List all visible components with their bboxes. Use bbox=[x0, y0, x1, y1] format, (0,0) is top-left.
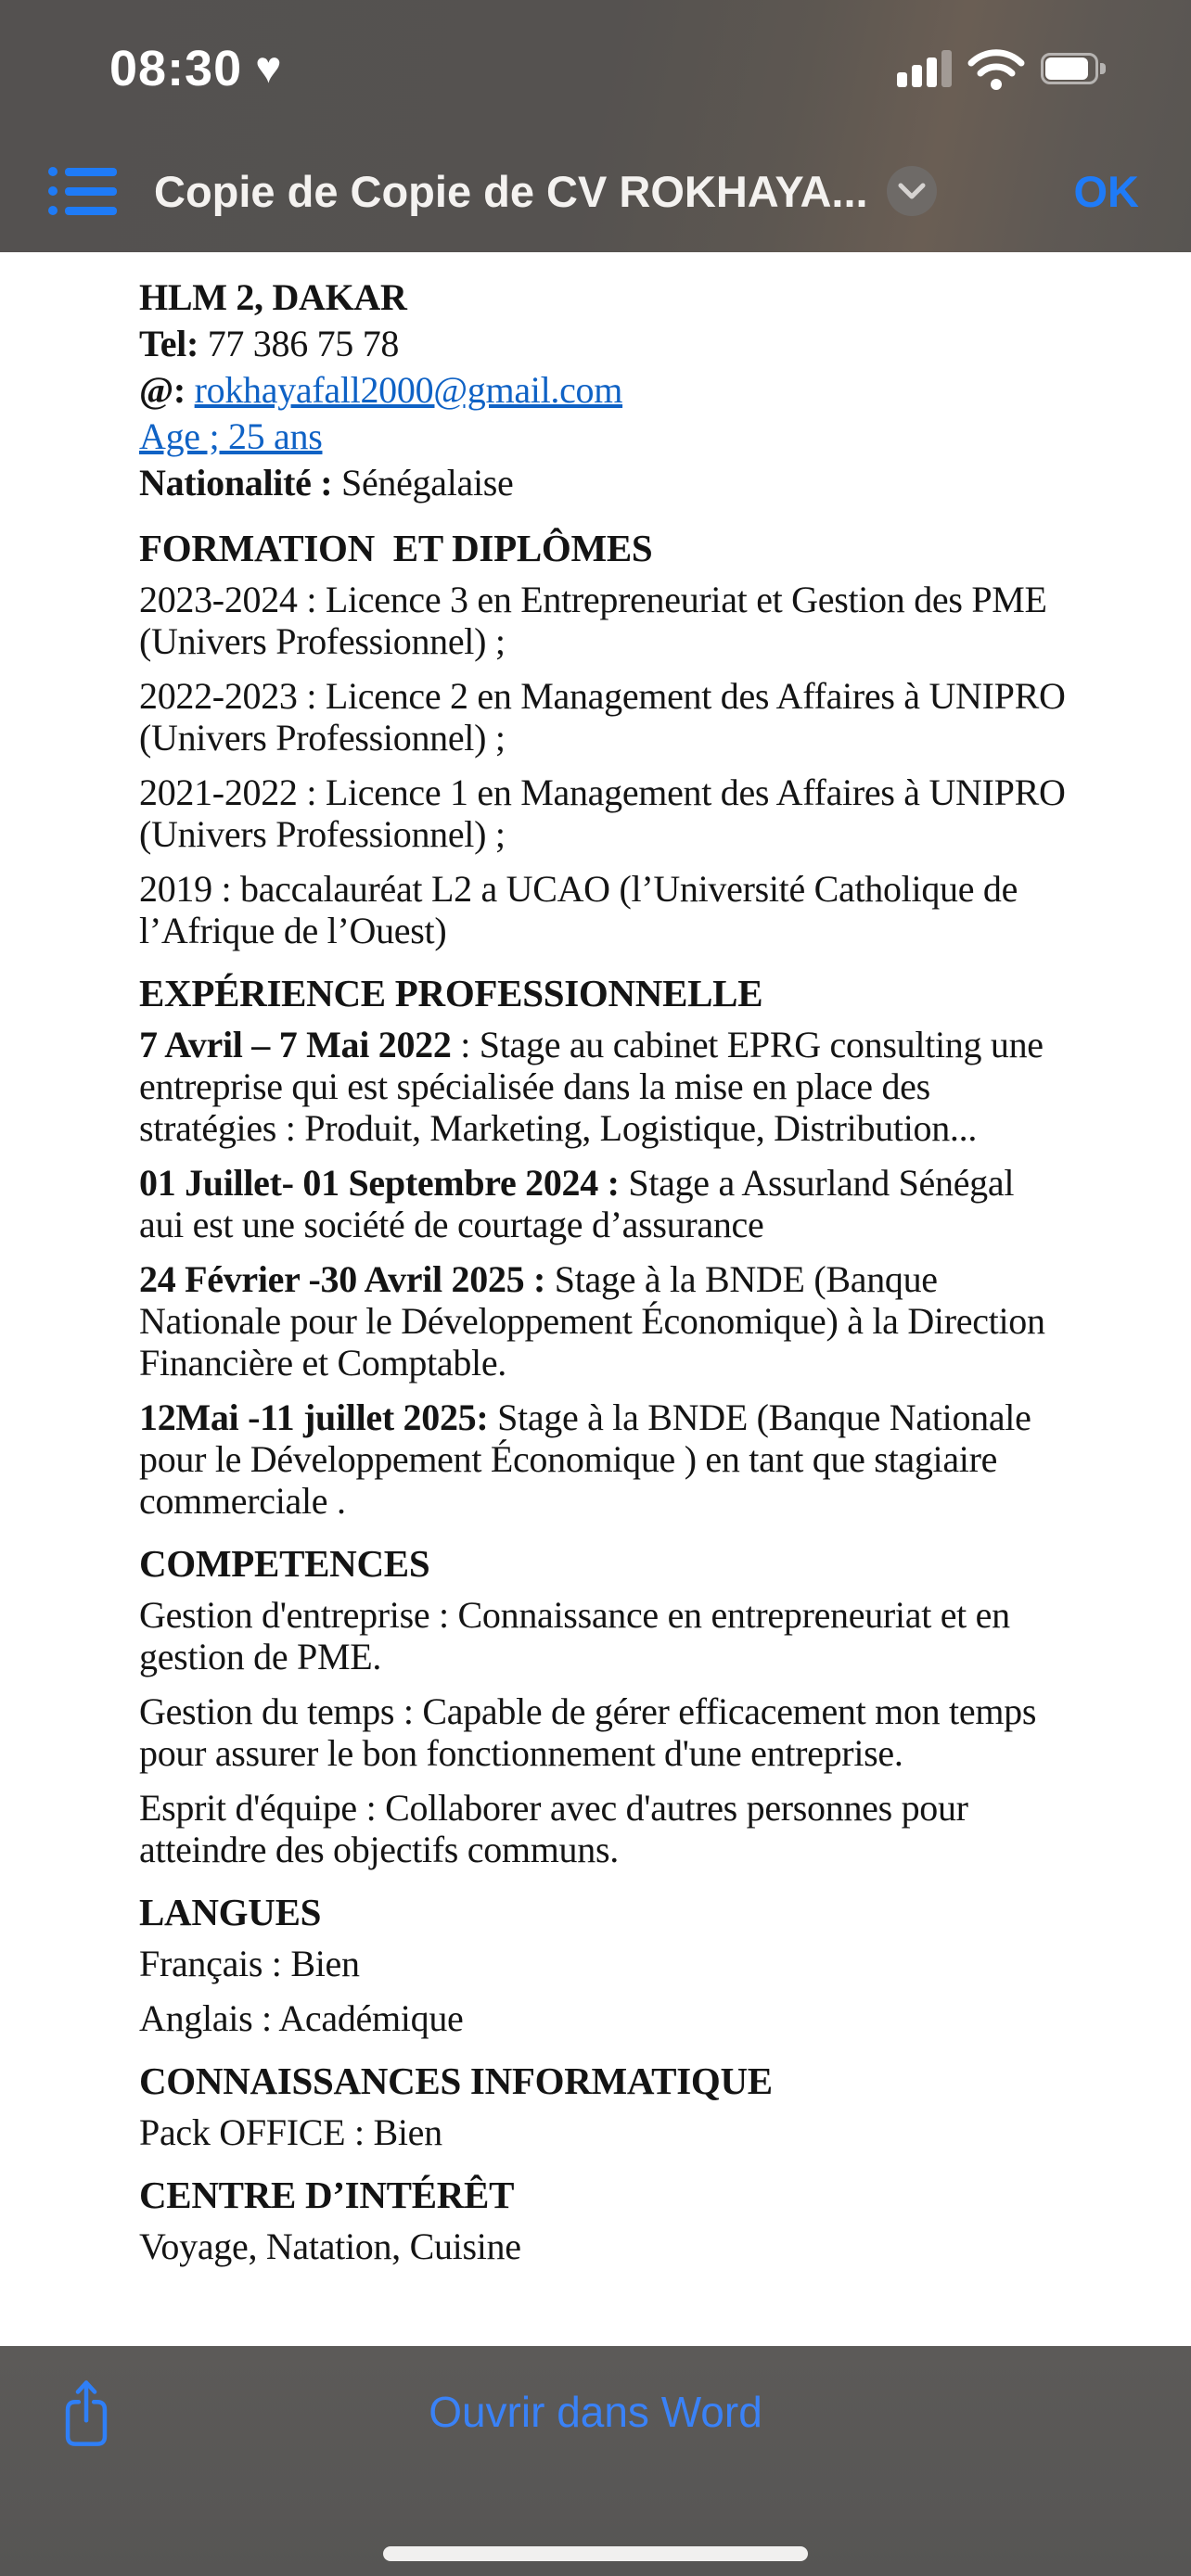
experience-item: 24 Février -30 Avril 2025 : Stage à la BNDE (Banque Nationale pour le Développement Économique) à la Direction Financière et Comptable. bbox=[139, 1258, 1045, 1384]
section-heading-interets: CENTRE D’INTÉRÊT bbox=[139, 2174, 515, 2216]
formation-item: 2022-2023 : Licence 2 en Management des Affaires à UNIPRO (Univers Professionnel) ; bbox=[139, 675, 1066, 759]
document-title: Copie de Copie de CV ROKHAYA... bbox=[154, 166, 868, 216]
langue-item: Français : Bien bbox=[139, 1943, 360, 1984]
experience-item: 7 Avril – 7 Mai 2022 : Stage au cabinet EPRG consulting une entreprise qui est spécialisée dans la mise en place des stratégies : Produit, Marketing, Logistique, Distribution... bbox=[139, 1024, 1044, 1149]
email-link[interactable]: rokhayafall2000@gmail.com bbox=[194, 369, 623, 411]
wifi-icon bbox=[967, 47, 1026, 90]
competence-item: Gestion du temps : Capable de gérer efficacement mon temps pour assurer le bon fonctionnement d'une entreprise. bbox=[139, 1690, 1037, 1774]
bottom-toolbar bbox=[0, 2346, 1191, 2576]
age-link[interactable]: Age ; 25 ans bbox=[139, 415, 323, 457]
open-in-word-button[interactable]: Ouvrir dans Word bbox=[429, 2388, 762, 2436]
section-heading-formation: FORMATION ET DIPLÔMES bbox=[139, 527, 653, 569]
section-heading-informatique: CONNAISSANCES INFORMATIQUE bbox=[139, 2060, 773, 2102]
top-chrome bbox=[0, 0, 1191, 252]
langue-item: Anglais : Académique bbox=[139, 1997, 464, 2039]
formation-item: 2021-2022 : Licence 1 en Management des Affaires à UNIPRO (Univers Professionnel) ; bbox=[139, 772, 1066, 855]
email-line: @: rokhayafall2000@gmail.com bbox=[139, 369, 623, 411]
home-indicator[interactable] bbox=[383, 2546, 808, 2561]
ok-button[interactable]: OK bbox=[1073, 166, 1139, 216]
phone-line: Tel: 77 386 75 78 bbox=[139, 323, 400, 364]
address-line: HLM 2, DAKAR bbox=[139, 276, 407, 318]
chevron-down-icon bbox=[898, 182, 926, 200]
heart-icon: ♥ bbox=[255, 44, 282, 93]
experience-item: 12Mai -11 juillet 2025: Stage à la BNDE (Banque Nationale pour le Développement Économique ) en tant que stagiaire commerciale . bbox=[139, 1396, 1031, 1522]
age-line bbox=[139, 414, 1067, 460]
experience-item: 01 Juillet- 01 Septembre 2024 : Stage a Assurland Sénégal aui est une société de courtage d’assurance bbox=[139, 1162, 1015, 1245]
list-icon[interactable] bbox=[48, 165, 117, 217]
section-heading-competences: COMPETENCES bbox=[139, 1542, 430, 1585]
nationality-line: Nationalité : Sénégalaise bbox=[139, 462, 514, 504]
section-heading-experience: EXPÉRIENCE PROFESSIONNELLE bbox=[139, 972, 763, 1014]
competence-item: Esprit d'équipe : Collaborer avec d'autres personnes pour atteindre des objectifs communs. bbox=[139, 1787, 968, 1870]
competence-item: Gestion d'entreprise : Connaissance en entrepreneuriat et en gestion de PME. bbox=[139, 1594, 1010, 1677]
formation-item: 2023-2024 : Licence 3 en Entrepreneuriat et Gestion des PME (Univers Professionnel) ; bbox=[139, 579, 1047, 662]
status-bar bbox=[109, 35, 1106, 102]
section-heading-langues: LANGUES bbox=[139, 1891, 322, 1933]
battery-icon bbox=[1041, 53, 1106, 84]
nav-bar bbox=[48, 159, 1139, 223]
interet-item: Voyage, Natation, Cuisine bbox=[139, 2225, 521, 2267]
clock: 08:30 bbox=[109, 41, 243, 96]
title-menu-button[interactable] bbox=[887, 166, 937, 216]
informatique-item: Pack OFFICE : Bien bbox=[139, 2111, 442, 2153]
formation-item: 2019 : baccalauréat L2 a UCAO (l’Université Catholique de l’Afrique de l’Ouest) bbox=[139, 868, 1018, 951]
document-scroll-area[interactable] bbox=[0, 252, 1191, 2346]
cellular-signal-icon bbox=[897, 50, 952, 87]
